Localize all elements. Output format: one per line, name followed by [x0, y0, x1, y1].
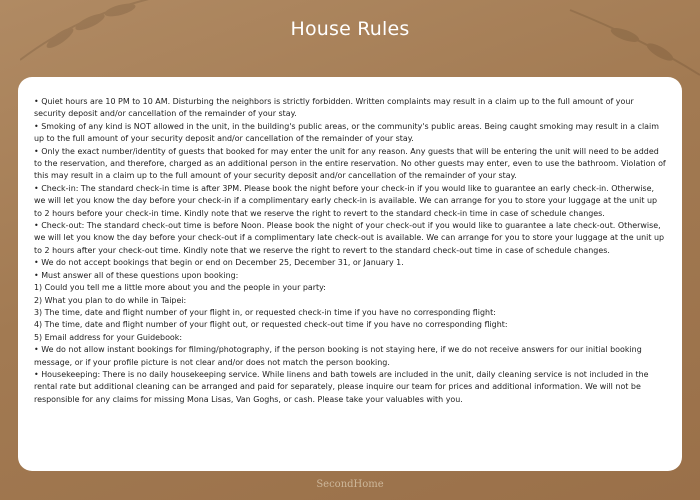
leaf-decoration-top-right: [560, 0, 700, 80]
rules-card: [18, 77, 682, 471]
rule-check-in: • Check-in: The standard check-in time is after 3PM. Please book the night before your check-in if you would like to guarantee an early check-in. Otherwise, we will let you know the day before your check-in if a complimentary early check-in is available. We can arrange for you to store your luggage at the unit up to 2 hours before your check-in time. Kindly note that we reserve the right to revert to the standard check-in time in case of schedule changes.: [34, 183, 658, 218]
rule-holiday-bookings: • We do not accept bookings that begin or end on December 25, December 31, or January 1.: [34, 258, 404, 268]
booking-question-1: 1) Could you tell me a little more about you and the people in your party:: [34, 283, 326, 293]
rule-check-out: • Check-out: The standard check-out time is before Noon. Please book the night of your check-out if you would like to guarantee a late check-out. Otherwise, we will let you know the day before your check-out if a complimentary late check-out is available. We can arrange for you to store your luggage at the unit up to 2 hours after your check-out time. Kindly note that we reserve the right to revert to the standard check-out time in case of schedule changes.: [34, 221, 665, 255]
booking-question-3: 3) The time, date and flight number of your flight in, or requested check-in time if you have no corresponding flight:: [34, 307, 496, 317]
brand-logo: SecondHome: [316, 479, 384, 490]
rule-instant-bookings: • We do not allow instant bookings for filming/photography, if the person booking is not staying here, if we do not receive answers for our initial booking message, or if your profile picture is not clear and/or does not match the person booking.: [34, 345, 642, 367]
booking-question-4: 4) The time, date and flight number of your flight out, or requested check-out time if you have no corresponding flight:: [34, 320, 508, 330]
rule-quiet-hours: • Quiet hours are 10 PM to 10 AM. Disturbing the neighbors is strictly forbidden. Written complaints may result in a claim up to the full amount of your security deposit and/or cancellation of the remainder of your stay.: [34, 97, 634, 119]
booking-question-2: 2) What you plan to do while in Taipei:: [34, 295, 187, 305]
booking-question-5: 5) Email address for your Guidebook:: [34, 332, 183, 342]
rule-booking-questions: • Must answer all of these questions upon booking:: [34, 270, 239, 280]
rule-housekeeping: • Housekeeping: There is no daily housekeeping service. While linens and bath towels are included in the unit, daily cleaning service is not included in the rental rate but additional cleaning can be arranged and paid for separately, please inquire our team for prices and additional information. We will not be responsible for any claims for missing Mona Lisas, Van Goghs, or cash. Please take your valuables with you.: [34, 369, 649, 404]
rule-smoking: • Smoking of any kind is NOT allowed in the unit, in the building's public areas, or the community's public areas. Being caught smoking may result in a claim up to the full amount of your security deposit and/or cancellation of the remainder of your stay.: [34, 121, 659, 144]
rule-guests: • Only the exact number/identity of guests that booked for may enter the unit for any reason. Any guests that will be entering the unit will need to be added to the reservation, and therefore, charged as an additional person in the entire reservation. No other guests may enter, even to use the bathroom. Violation of this may result in a claim up to the full amount of your security deposit and/or cancellation of the remainder of your stay.: [34, 146, 666, 181]
rules-list: [34, 96, 666, 406]
page-title: House Rules: [290, 18, 410, 40]
